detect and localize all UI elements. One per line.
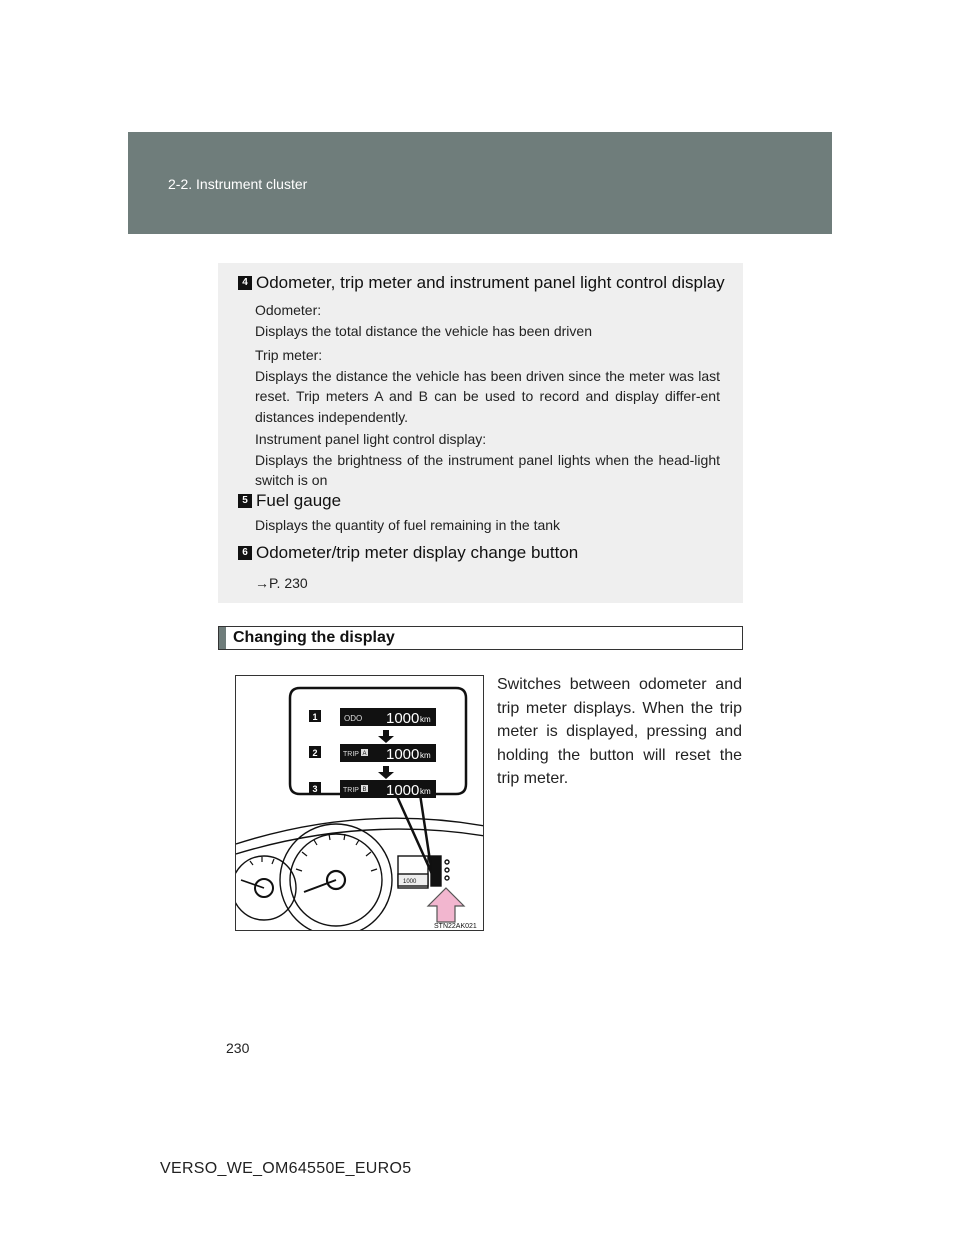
display-value: 1000	[386, 782, 420, 799]
display-value: 1000	[386, 710, 420, 727]
cluster-illustration	[236, 676, 484, 931]
step-1-badge	[309, 710, 321, 722]
item-change-button	[238, 543, 578, 563]
step-3-badge	[309, 782, 321, 794]
trip-meter-paragraph	[255, 345, 720, 427]
step-number: 1	[312, 712, 318, 722]
display-unit: km	[420, 751, 431, 760]
fuel-gauge-text: Displays the quantity of fuel remaining in the tank	[255, 517, 561, 533]
step-number: 2	[312, 748, 318, 758]
changing-description: Switches between odometer and trip meter displays. When the trip meter is displayed, pressing and holding the button will reset the trip meter.	[497, 676, 742, 787]
display-unit: km	[420, 787, 431, 796]
page-number: 230	[226, 1040, 250, 1056]
document-code: VERSO_WE_OM64550E_EURO5	[160, 1160, 412, 1177]
item-fuel-gauge	[238, 491, 341, 511]
item-number-badge: 5	[238, 494, 252, 508]
instrument-cluster-figure	[235, 675, 484, 931]
paragraph-label: Odometer:	[255, 302, 322, 318]
subsection-heading-bar	[218, 626, 743, 650]
press-button-arrow-icon	[428, 888, 464, 922]
paragraph-text: Displays the distance the vehicle has been driven since the meter was last reset. Trip meters A and B can be used to record and display differ-ent distances independently.	[255, 367, 720, 425]
paragraph-label: Instrument panel light control display:	[255, 431, 487, 447]
trip-b-display	[340, 780, 436, 799]
trip-letter: B	[362, 787, 367, 793]
display-mode-label: ODO	[344, 714, 363, 723]
display-value: 1000	[386, 746, 420, 763]
item-title: Odometer, trip meter and instrument panel light control display	[256, 273, 725, 292]
light-control-paragraph	[255, 429, 720, 491]
info-box	[218, 263, 743, 603]
page-reference-link[interactable]: →P. 230	[255, 575, 308, 591]
paragraph-label: Trip meter:	[255, 347, 323, 363]
item-odometer-display	[238, 273, 725, 293]
section-title: 2-2. Instrument cluster	[168, 176, 308, 192]
step-number: 3	[312, 784, 318, 794]
display-mode-label: TRIP	[343, 751, 359, 758]
item-number-badge: 6	[238, 546, 252, 560]
odometer-paragraph	[255, 300, 720, 341]
odo-display	[340, 708, 436, 727]
item-title: Fuel gauge	[256, 491, 342, 510]
cluster-odo-value: 1000	[403, 879, 417, 885]
item-title: Odometer/trip meter display change button	[256, 543, 579, 562]
display-unit: km	[420, 715, 431, 724]
section-header	[128, 132, 832, 234]
item-number-badge: 4	[238, 276, 252, 290]
display-mode-label: TRIP	[343, 787, 359, 794]
paragraph-text: Displays the brightness of the instrument panel lights when the head-light switch is on	[255, 451, 720, 488]
subsection-heading: Changing the display	[233, 629, 395, 646]
trip-a-display	[340, 744, 436, 763]
paragraph-text: Displays the total distance the vehicle has been driven	[255, 322, 592, 339]
step-2-badge	[309, 746, 321, 758]
figure-code: STN22AK021	[434, 923, 477, 930]
heading-accent	[219, 627, 226, 649]
trip-letter: A	[362, 751, 367, 757]
